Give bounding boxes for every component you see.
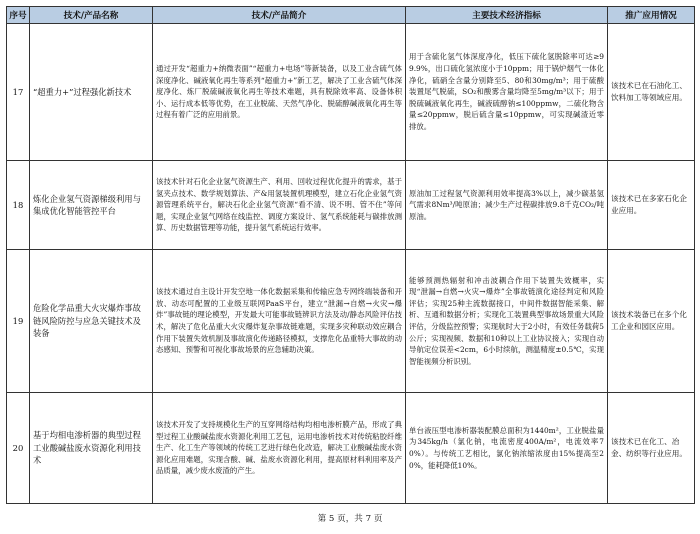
product-name: 基于均相电渗析器的典型过程工业酸碱盐废水资源化利用技术	[30, 393, 153, 504]
header-product-intro: 技术/产品简介	[153, 7, 406, 24]
table-row	[7, 250, 695, 393]
page-footer: 第 5 页，共 7 页	[317, 514, 383, 524]
header-product-name: 技术/产品名称	[30, 7, 153, 24]
table-row	[7, 24, 695, 161]
header-key-indicators: 主要技术经济指标	[406, 7, 608, 24]
row-number: 20	[7, 393, 30, 504]
row-number: 17	[7, 24, 30, 161]
table-row	[7, 161, 695, 250]
product-intro: 该技术针对石化企业氢气资源生产、利用、回收过程优化提升的需求，基于氢夹点技术、数学规划算法、产&用氢装置机理模型，建立石化企业氢气资源管理系统平台，解决石化企业氢气资源“看不清、说不明、管不住”等问题，实现企业氢气网络在线监控、调度方案设计、氢气系统能耗与碳排放测算、历史数据管理等功能，提升氢气系统运行效率。	[153, 161, 406, 250]
product-intro: 该技术开发了支持规模化生产的互穿网络结构均相电渗析膜产品，形成了典型过程工业酸碱盐废水资源化利用工艺包，运用电渗析技术对传统粘胶纤维生产、化工生产等领域的传统工艺进行绿色化改造，解决工业酸碱盐废水资源化应用难题，实现含酸、碱、盐废水资源化利用，提高原材料利用率及产品质量，减少废水废渣的产生。	[153, 393, 406, 504]
row-number: 18	[7, 161, 30, 250]
application-status: 该技术已在多家石化企业应用。	[608, 161, 695, 250]
application-status: 该技术装备已在多个化工企业和园区应用。	[608, 250, 695, 393]
header-serial-number: 序号	[7, 7, 30, 24]
product-name: 危险化学品重大火灾爆炸事故链风险防控与应急关键技术及装备	[30, 250, 153, 393]
product-intro: 通过开发“超重力+纳微表面”“超重力+电场”等新装备，以及工业含硫气体深度净化、碱液氧化再生等系列“超重力+”新工艺，解决了工业含硫气体深度净化、炼厂脱硫碱液氧化再生等技术难题，具有脱除效率高、设备体积小、运行成本低等优势，在工业脱硫、天然气净化、脱硫醇碱液氧化再生等过程有着广泛的应用前景。	[153, 24, 406, 161]
product-intro: 该技术通过自主设计开发空地一体化数据采集和传输应急专网终端装备和开放、动态可配置的工业级互联网PaaS平台，建立“泄漏→自燃→火灾→爆炸”事故链的理论模型，开发最大可能事故链辨识方法及动/静态风险评估技术，解决了危化品重大火灾爆炸复杂事故链难题，实现多灾种联动效应耦合作用下装置失效机制及事故演化传递路径模拟，支撑危化品重特大事故的动态感知、预警和可视化事故场景的应急辅助决策。	[153, 250, 406, 393]
key-indicators: 原油加工过程氢气资源利用效率提高3%以上，减少碳基氢气需求8Nm³/吨原油；减少生产过程碳排放9.8千克CO₂/吨原油。	[406, 161, 608, 250]
application-status: 该技术已在化工、冶金、纺织等行业应用。	[608, 393, 695, 504]
application-status: 该技术已在石油化工、饮料加工等领域应用。	[608, 24, 695, 161]
key-indicators: 用于含硫化氢气体深度净化，低压下硫化氢脱除率可达≥99.9%，出口硫化氢浓度小于10ppm；用于锅炉烟气一体化净化，硫硝全含量分别降至5、80和30mg/m³；用于硫酸装置尾气脱硫，SO₂和酸雾含量均降至5mg/m³以下；用于脱硫碱液氧化再生，碱液硫醇钠≤100ppmw，二硫化物含量≤20ppmw，脱后硫含量≤10ppmw，可实现碱渣近零排放。	[406, 24, 608, 161]
product-name: 炼化企业氢气资源梯级利用与集成优化智能管控平台	[30, 161, 153, 250]
key-indicators: 单台液压型电渗析器装配膜总面积为1440m²，工业脱盐量为345kg/h（氯化钠，电流密度400A/m²，电流效率70%）。与传统工艺相比，氯化钠浓缩浓度由15%提高至20%，能耗降低10%。	[406, 393, 608, 504]
table-row	[7, 393, 695, 504]
row-number: 19	[7, 250, 30, 393]
table-header-row	[7, 7, 695, 24]
technology-table	[6, 6, 695, 504]
header-application-status: 推广应用情况	[608, 7, 695, 24]
key-indicators: 能够预测热辐射和冲击波耦合作用下装置失效概率，实现“泄漏→自燃→火灾→爆炸”全事故链演化途径判定和风险评估；实现25种主流数据接口，中间件数据智能采集、解析、互通和数据分析；实现化工装置典型事故场景重大风险评估，分级监控预警；实现航时大于2小时，有效任务载荷5公斤；实现视频、数据和10种以上工业协议接入；实现自动导航定位误差<2cm，6小时续航，测温精度±0.5℃，实现智能视频分析识别。	[406, 250, 608, 393]
product-name: “超重力+”过程强化新技术	[30, 24, 153, 161]
